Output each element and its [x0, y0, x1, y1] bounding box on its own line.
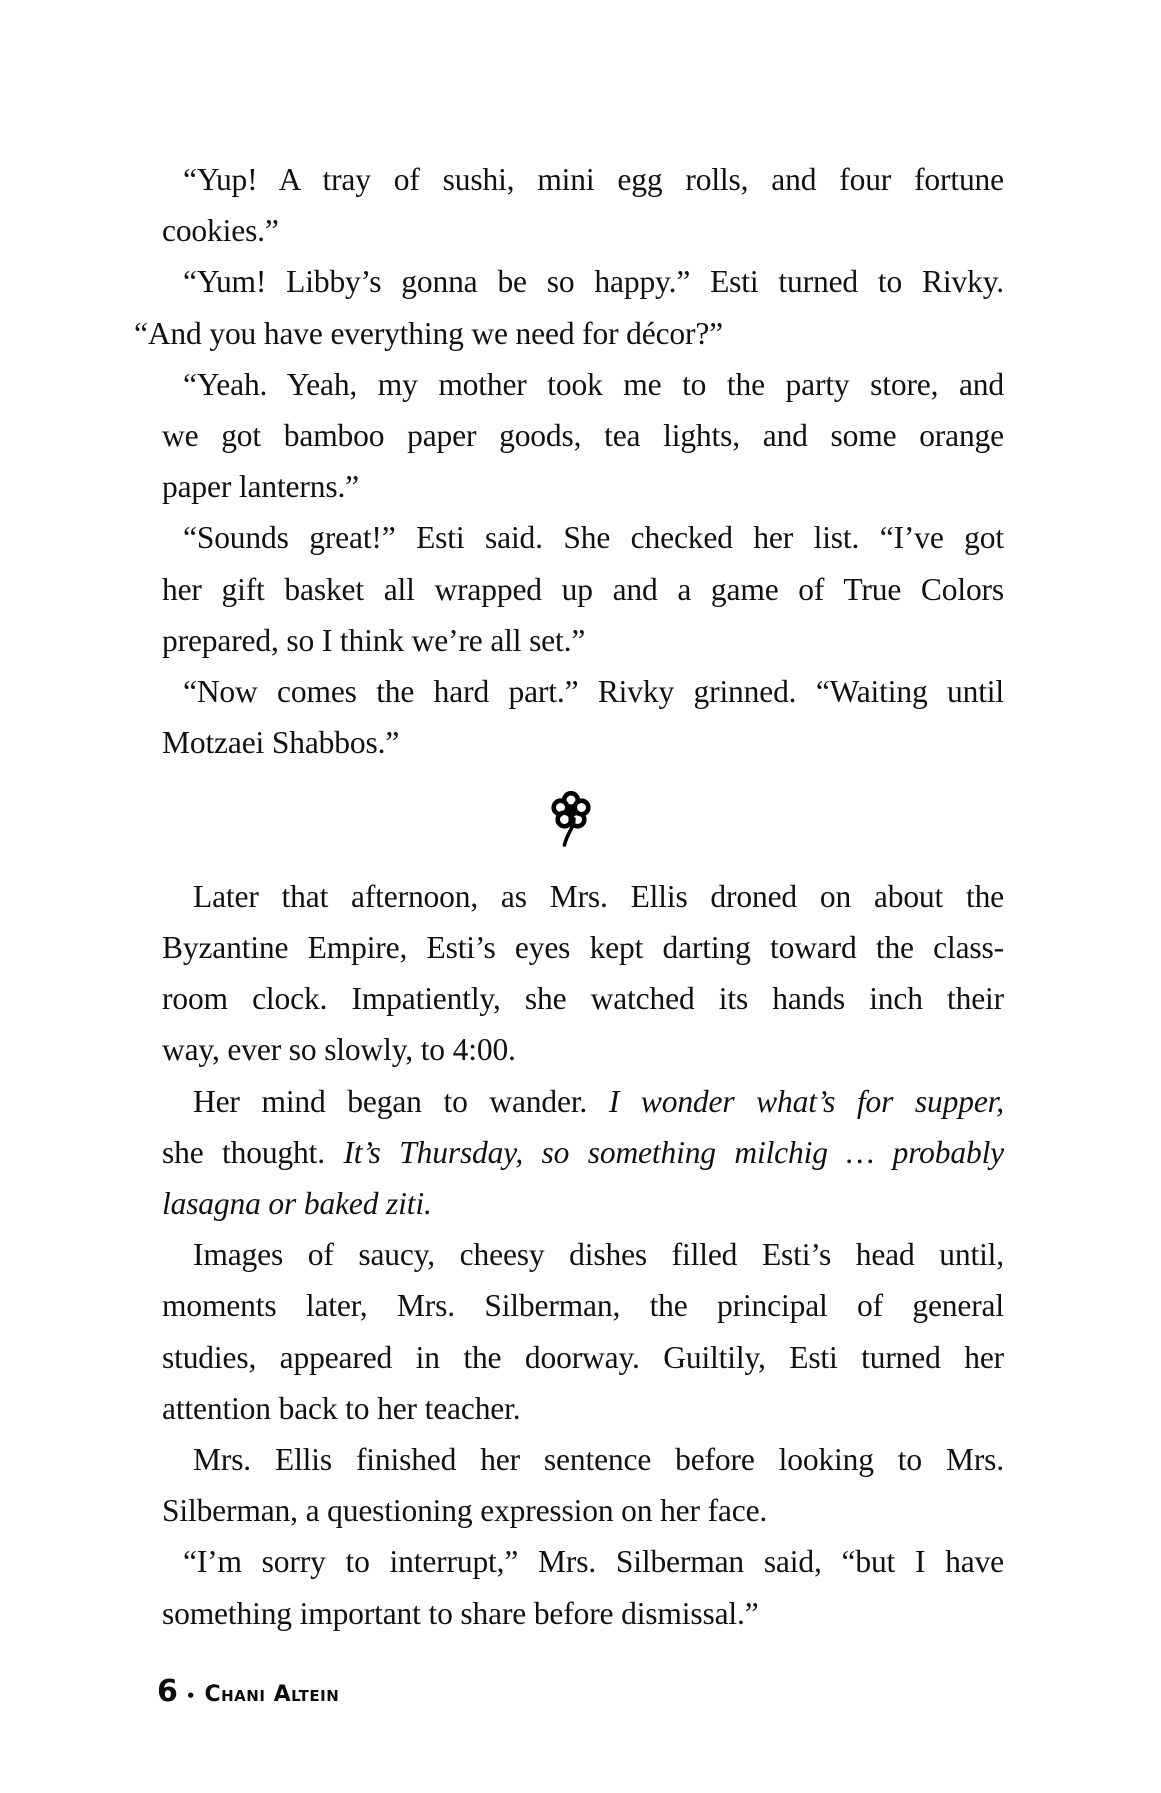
text-segment: cookies.”	[162, 213, 279, 249]
text-segment: her gift basket all wrapped up and a game of True Colors	[162, 571, 1004, 607]
text-segment: Silberman, a questioning expression on her face.	[162, 1493, 768, 1529]
text-segment: she thought.	[162, 1134, 344, 1170]
text-line	[162, 1332, 1004, 1383]
text-line	[162, 922, 1004, 973]
author-name: Chani Altein	[204, 1682, 340, 1707]
text-line	[162, 1383, 1004, 1434]
text-segment: way, ever so slowly, to 4:00.	[162, 1032, 516, 1068]
paragraph	[134, 256, 1004, 358]
page-text-section-top	[134, 154, 1004, 768]
text-line	[162, 1024, 1004, 1075]
text-segment: “Yup! A tray of sushi, mini egg rolls, and four fortune	[183, 162, 1004, 197]
text-line	[162, 1229, 1004, 1280]
text-line	[162, 564, 1004, 615]
text-line	[162, 205, 1004, 256]
text-line	[162, 1434, 1004, 1485]
text-line	[162, 1076, 1004, 1127]
text-segment: “Yum! Libby’s gonna be so happy.” Esti turned to Rivky.	[183, 264, 1004, 300]
text-segment: Byzantine Empire, Esti’s eyes kept darting toward the class-	[162, 930, 1004, 966]
text-line	[162, 1588, 1004, 1639]
paragraph	[162, 1229, 1004, 1434]
text-line	[162, 1536, 1004, 1587]
text-line	[162, 1280, 1004, 1331]
text-segment: “I’m sorry to interrupt,” Mrs. Silberman said, “but I have	[183, 1544, 1004, 1580]
text-segment: “Sounds great!” Esti said. She checked her list. “I’ve got	[183, 520, 1004, 556]
text-line	[162, 1485, 1004, 1536]
text-segment: we got bamboo paper goods, tea lights, and some orange	[162, 418, 1004, 454]
flower-ornament-icon	[551, 791, 591, 849]
text-segment: Images of saucy, cheesy dishes filled Esti’s head until,	[193, 1237, 1004, 1273]
text-line	[162, 512, 1004, 563]
paragraph	[162, 1434, 1004, 1536]
text-segment: “Now comes the hard part.” Rivky grinned. “Waiting until	[183, 674, 1004, 710]
text-segment: lasagna or baked ziti.	[162, 1186, 432, 1222]
text-segment: Motzaei Shabbos.”	[162, 725, 400, 761]
page-footer	[157, 1674, 340, 1709]
text-segment: Mrs. Ellis finished her sentence before looking to Mrs.	[193, 1442, 1004, 1478]
text-line	[162, 717, 1004, 768]
text-segment: paper lanterns.”	[162, 469, 359, 505]
text-segment: I wonder what’s for supper,	[608, 1083, 1004, 1119]
page-text-section-bottom	[162, 871, 1004, 1639]
text-line	[162, 1127, 1004, 1178]
paragraph	[162, 666, 1004, 768]
text-segment: room clock. Impatiently, she watched its hands inch their	[162, 981, 1004, 1017]
text-segment: Her mind began to wander.	[193, 1083, 609, 1119]
text-segment: “And you have everything we need for décor?”	[134, 315, 724, 351]
text-segment: Later that afternoon, as Mrs. Ellis droned on about the	[193, 878, 1004, 914]
text-segment: studies, appeared in the doorway. Guiltily, Esti turned her	[162, 1339, 1004, 1375]
text-line	[162, 973, 1004, 1024]
page-text	[134, 0, 1005, 1639]
text-line	[162, 666, 1004, 717]
page-number: 6	[157, 1674, 178, 1709]
separator-dot-icon: •	[185, 1687, 196, 1705]
paragraph	[162, 871, 1004, 1076]
text-segment: “Yeah. Yeah, my mother took me to the party store, and	[183, 366, 1004, 402]
paragraph	[162, 359, 1004, 513]
text-line	[162, 410, 1004, 461]
text-segment: It’s Thursday, so something milchig … probably	[343, 1134, 1005, 1170]
scene-break	[162, 768, 1004, 870]
text-line	[162, 359, 1004, 410]
paragraph	[162, 1076, 1004, 1230]
text-line	[162, 256, 1004, 307]
text-line	[162, 871, 1004, 922]
text-line	[162, 615, 1004, 666]
text-line	[162, 1178, 1004, 1229]
text-segment: moments later, Mrs. Silberman, the principal of general	[162, 1288, 1004, 1324]
text-line	[162, 154, 1004, 205]
paragraph	[162, 512, 1004, 666]
text-segment: attention back to her teacher.	[162, 1390, 521, 1426]
text-segment: prepared, so I think we’re all set.”	[162, 622, 586, 658]
paragraph	[162, 1536, 1004, 1638]
text-line	[162, 461, 1004, 512]
text-line	[134, 308, 1004, 359]
text-segment: something important to share before dismissal.”	[162, 1595, 759, 1631]
paragraph	[162, 154, 1004, 256]
